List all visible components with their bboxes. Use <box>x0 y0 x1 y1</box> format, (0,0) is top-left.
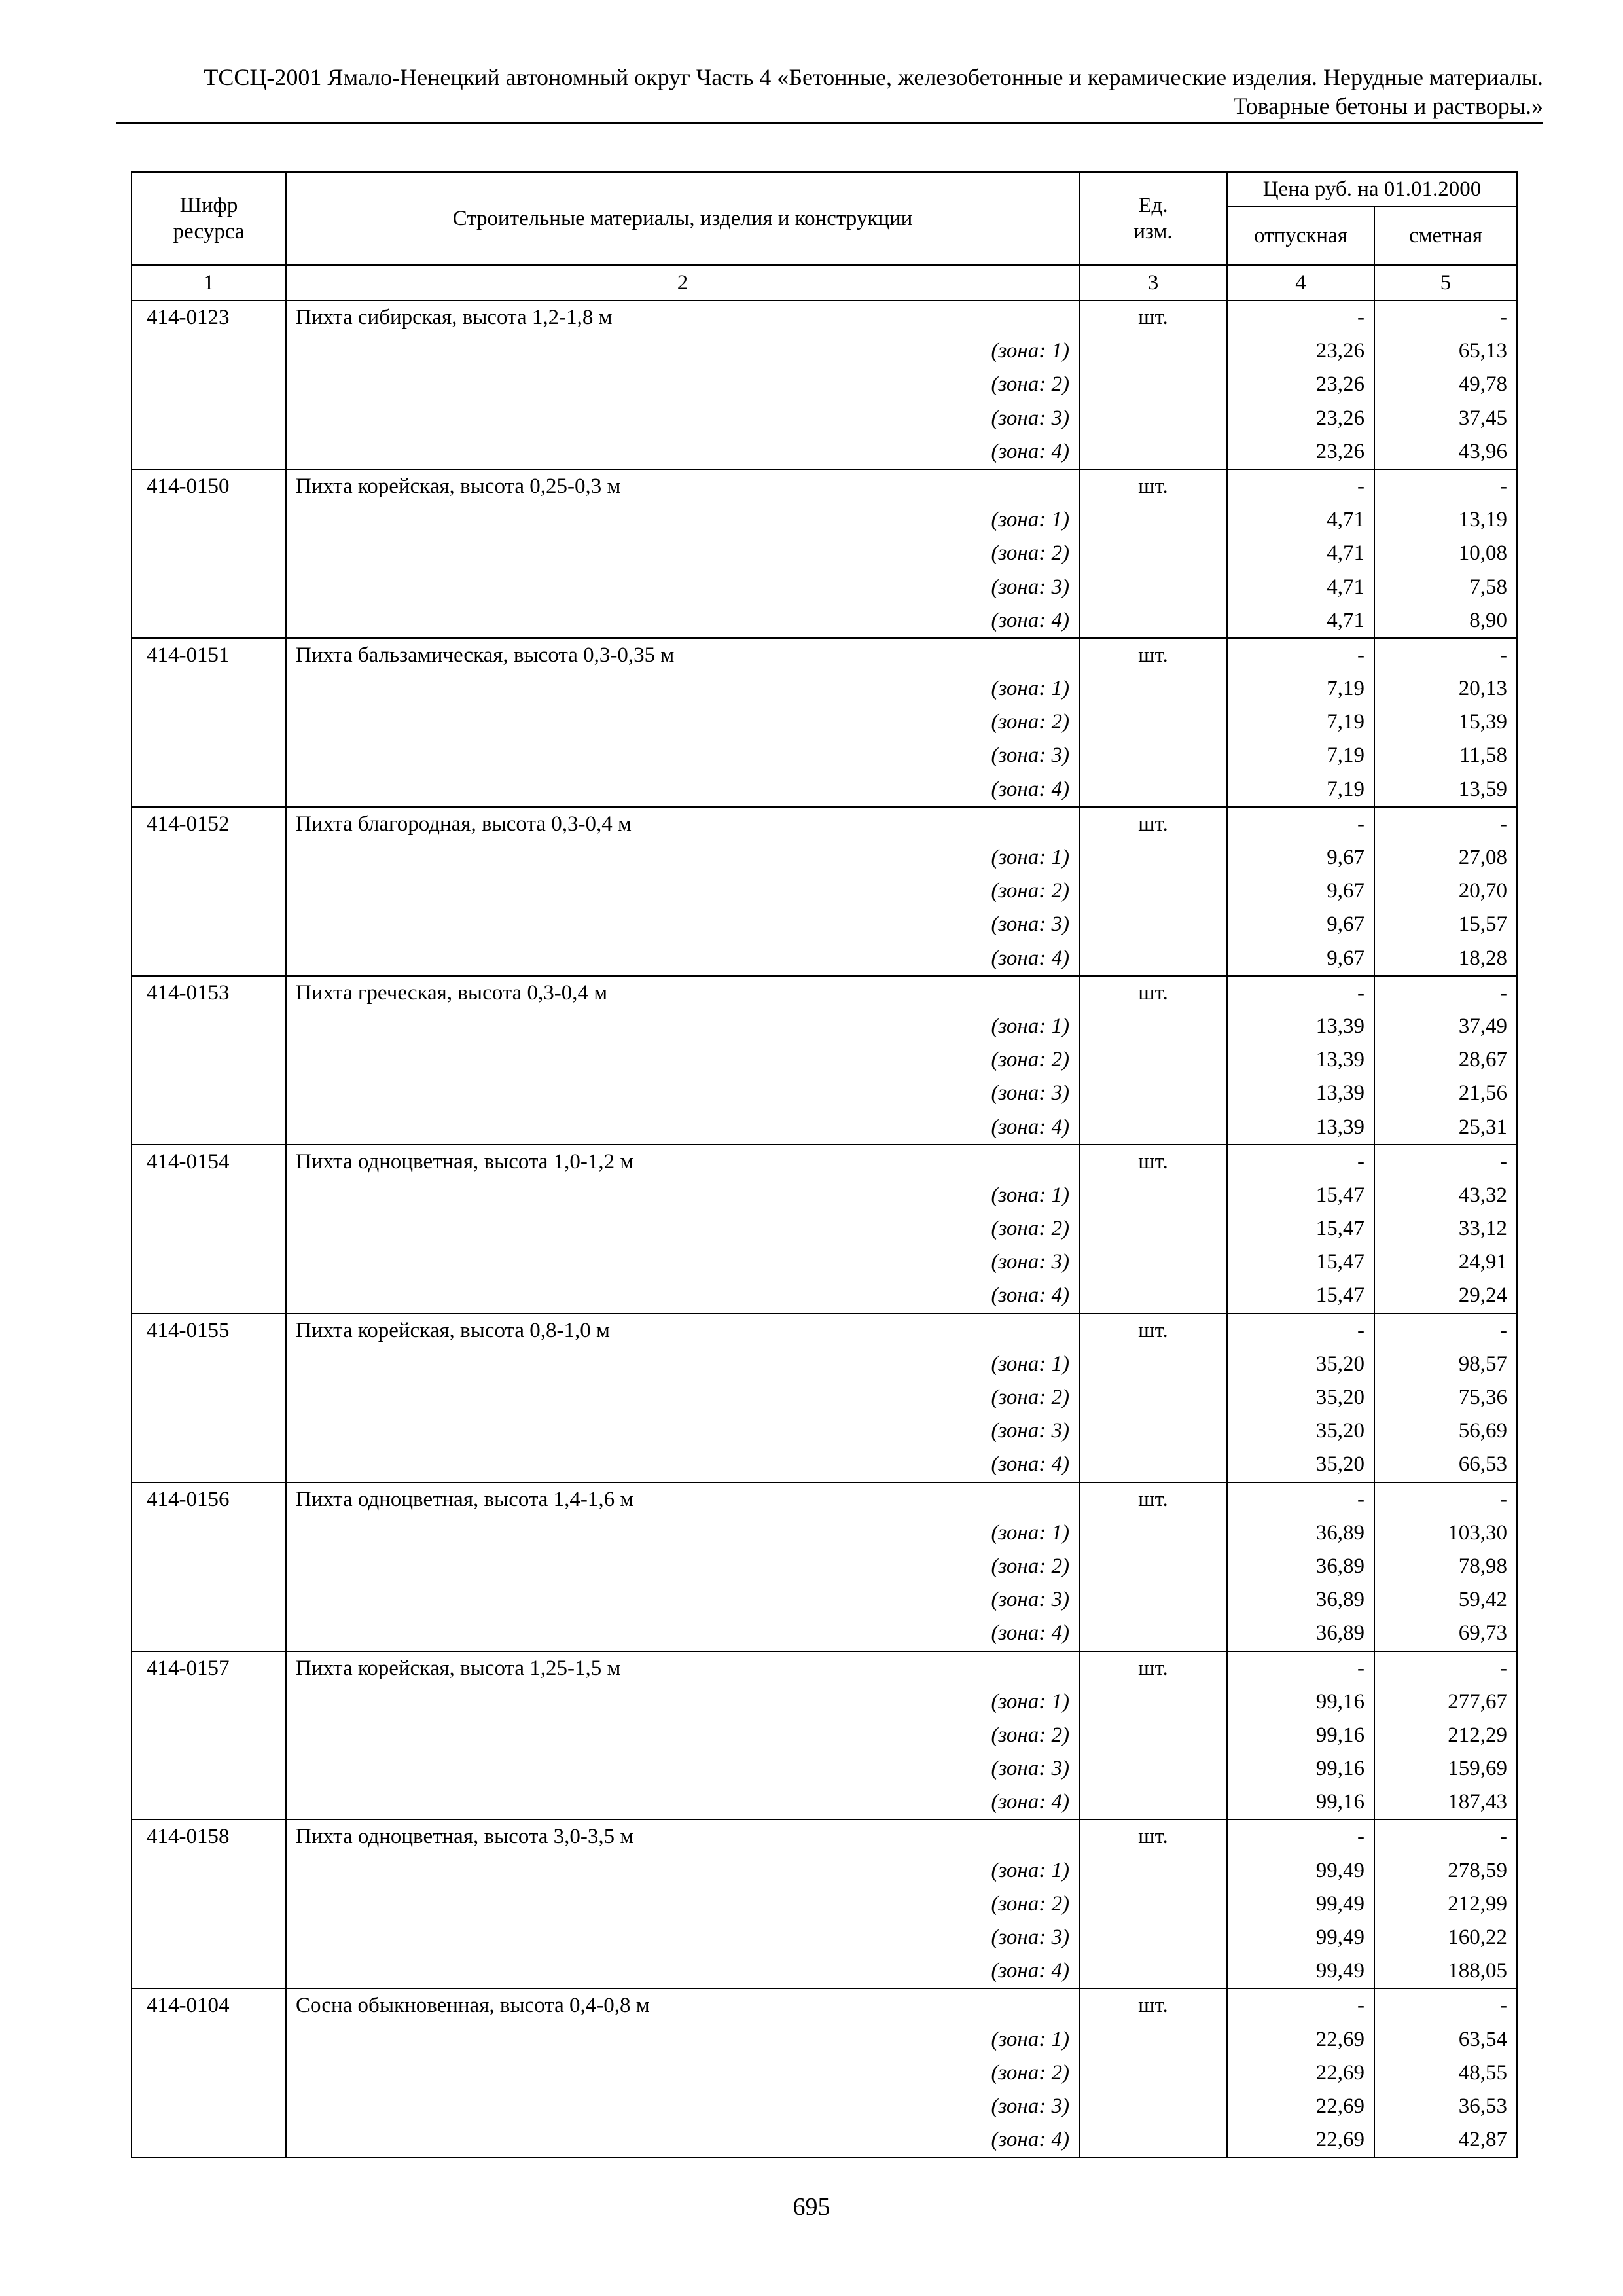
zone-label: (зона: 2) <box>991 1723 1069 1747</box>
resource-code: 414-0152 <box>147 812 230 836</box>
zone-release-price: 36,89 <box>1315 1554 1364 1578</box>
zone-estimate-price: 13,59 <box>1458 777 1508 801</box>
unit-cell <box>1079 1820 1227 1988</box>
resource-code: 414-0157 <box>147 1656 230 1680</box>
table-row <box>132 300 1517 469</box>
zone-estimate-price: 49,78 <box>1458 372 1508 397</box>
estimate-price: - <box>1500 306 1508 329</box>
header-name: Строительные материалы, изделия и конструкции <box>286 172 1079 265</box>
zone-estimate-price: 66,53 <box>1458 1452 1508 1477</box>
zone-release-price: 7,19 <box>1327 744 1364 768</box>
release-price: - <box>1357 980 1364 1005</box>
zone-estimate-price: 36,53 <box>1458 2094 1508 2118</box>
resource-code-cell <box>132 1145 286 1314</box>
zone-label: (зона: 4) <box>991 1452 1069 1477</box>
column-number: 3 <box>1079 265 1227 300</box>
zone-release-price: 23,26 <box>1315 372 1364 397</box>
zone-label: (зона: 2) <box>991 1386 1069 1409</box>
estimate-price: - <box>1500 812 1508 836</box>
unit-value: шт. <box>1138 306 1168 329</box>
zone-estimate-price: 37,49 <box>1458 1014 1508 1038</box>
zone-label: (зона: 3) <box>991 1419 1069 1443</box>
zone-estimate-price: 187,43 <box>1448 1790 1508 1814</box>
estimate-price: - <box>1500 1487 1508 1511</box>
zone-label: (зона: 4) <box>991 608 1069 632</box>
material-name-cell <box>286 1482 1079 1651</box>
table-row <box>132 638 1517 807</box>
zone-release-price: 7,19 <box>1327 710 1364 734</box>
zone-estimate-price: 48,55 <box>1458 2060 1508 2085</box>
release-price: - <box>1357 306 1364 329</box>
resource-code-cell <box>132 1988 286 2157</box>
resource-code: 414-0155 <box>147 1318 230 1342</box>
zone-estimate-price: 7,58 <box>1469 575 1508 599</box>
unit-value: шт. <box>1138 474 1168 498</box>
header-release-price: отпускная <box>1227 206 1374 265</box>
release-price-cell <box>1227 1988 1374 2157</box>
zone-estimate-price: 13,19 <box>1458 508 1508 532</box>
zone-estimate-price: 15,39 <box>1458 710 1508 734</box>
zone-release-price: 13,39 <box>1315 1081 1364 1105</box>
estimate-price-cell <box>1374 1651 1517 1820</box>
estimate-price-cell <box>1374 1145 1517 1314</box>
unit-value: шт. <box>1138 1994 1168 2018</box>
zone-label: (зона: 1) <box>991 339 1069 363</box>
zone-label: (зона: 4) <box>991 439 1069 463</box>
unit-cell <box>1079 1988 1227 2157</box>
unit-value: шт. <box>1138 1149 1168 1174</box>
unit-cell <box>1079 638 1227 807</box>
zone-estimate-price: 188,05 <box>1448 1959 1508 1983</box>
zone-release-price: 13,39 <box>1315 1115 1364 1139</box>
zone-label: (зона: 1) <box>991 2027 1069 2051</box>
zone-release-price: 13,39 <box>1315 1048 1364 1072</box>
material-name-cell <box>286 1314 1079 1482</box>
zone-release-price: 4,71 <box>1327 575 1364 599</box>
zone-label: (зона: 4) <box>991 777 1069 801</box>
zone-label: (зона: 4) <box>991 1959 1069 1983</box>
release-price: - <box>1357 1487 1364 1511</box>
table-row <box>132 1651 1517 1820</box>
zone-release-price: 36,89 <box>1315 1520 1364 1545</box>
unit-value: шт. <box>1138 643 1168 667</box>
estimate-price: - <box>1500 980 1508 1005</box>
zone-label: (зона: 4) <box>991 1790 1069 1814</box>
table-row <box>132 1820 1517 1988</box>
zone-release-price: 7,19 <box>1327 677 1364 701</box>
material-name-cell <box>286 807 1079 976</box>
zone-label: (зона: 2) <box>991 1048 1069 1072</box>
material-name: Пихта бальзамическая, высота 0,3-0,35 м <box>296 643 675 667</box>
estimate-price: - <box>1500 1656 1508 1680</box>
zone-release-price: 22,69 <box>1315 2128 1364 2152</box>
estimate-price-cell <box>1374 1820 1517 1988</box>
column-number: 2 <box>286 265 1079 300</box>
resource-code-cell <box>132 638 286 807</box>
zone-release-price: 23,26 <box>1315 339 1364 363</box>
zone-release-price: 15,47 <box>1315 1283 1364 1308</box>
unit-value: шт. <box>1138 1825 1168 1849</box>
header-unit-line-2: изм. <box>1133 220 1173 243</box>
zone-release-price: 22,69 <box>1315 2094 1364 2118</box>
zone-release-price: 35,20 <box>1315 1352 1364 1376</box>
zone-release-price: 99,16 <box>1315 1790 1364 1814</box>
release-price: - <box>1357 643 1364 667</box>
zone-label: (зона: 3) <box>991 1081 1069 1105</box>
estimate-price-cell <box>1374 1482 1517 1651</box>
zone-estimate-price: 103,30 <box>1448 1520 1508 1545</box>
zone-release-price: 22,69 <box>1315 2060 1364 2085</box>
zone-release-price: 35,20 <box>1315 1386 1364 1409</box>
resource-code-cell <box>132 300 286 469</box>
zone-label: (зона: 3) <box>991 1926 1069 1949</box>
zone-label: (зона: 1) <box>991 508 1069 532</box>
page-number: 695 <box>793 2193 830 2221</box>
zone-release-price: 4,71 <box>1327 508 1364 532</box>
estimate-price-cell <box>1374 1314 1517 1482</box>
zone-estimate-price: 24,91 <box>1458 1250 1508 1274</box>
material-name: Пихта одноцветная, высота 1,4-1,6 м <box>296 1487 634 1511</box>
header-code <box>132 172 286 265</box>
zone-release-price: 13,39 <box>1315 1014 1364 1038</box>
release-price: - <box>1357 1994 1364 2018</box>
zone-release-price: 99,16 <box>1315 1723 1364 1747</box>
zone-estimate-price: 37,45 <box>1458 406 1508 430</box>
material-name-cell <box>286 1145 1079 1314</box>
zone-estimate-price: 277,67 <box>1448 1689 1508 1713</box>
zone-release-price: 9,67 <box>1327 846 1364 869</box>
zone-label: (зона: 3) <box>991 406 1069 430</box>
resource-code: 414-0153 <box>147 980 230 1005</box>
material-name-cell <box>286 1820 1079 1988</box>
release-price-cell <box>1227 1314 1374 1482</box>
resource-code-cell <box>132 469 286 638</box>
release-price: - <box>1357 474 1364 498</box>
unit-value: шт. <box>1138 1318 1168 1342</box>
zone-label: (зона: 4) <box>991 1115 1069 1139</box>
resource-code: 414-0104 <box>147 1994 230 2018</box>
material-name: Пихта одноцветная, высота 1,0-1,2 м <box>296 1149 634 1174</box>
material-name-cell <box>286 1988 1079 2157</box>
table-row <box>132 1314 1517 1482</box>
estimate-price-cell <box>1374 300 1517 469</box>
zone-estimate-price: 20,13 <box>1458 677 1508 701</box>
zone-label: (зона: 2) <box>991 541 1069 565</box>
zone-release-price: 99,16 <box>1315 1757 1364 1781</box>
material-name-cell <box>286 469 1079 638</box>
zone-estimate-price: 20,70 <box>1458 879 1508 903</box>
zone-estimate-price: 25,31 <box>1458 1115 1508 1139</box>
resource-code: 414-0123 <box>147 306 230 329</box>
resource-code: 414-0151 <box>147 643 230 667</box>
resource-code-cell <box>132 1820 286 1988</box>
release-price-cell <box>1227 976 1374 1145</box>
zone-label: (зона: 1) <box>991 1352 1069 1376</box>
zone-label: (зона: 3) <box>991 912 1069 937</box>
unit-cell <box>1079 1145 1227 1314</box>
zone-release-price: 4,71 <box>1327 608 1364 632</box>
release-price-cell <box>1227 1482 1374 1651</box>
zone-estimate-price: 278,59 <box>1448 1858 1508 1882</box>
zone-release-price: 23,26 <box>1315 406 1364 430</box>
column-number: 1 <box>132 265 286 300</box>
zone-release-price: 99,49 <box>1315 1892 1364 1916</box>
zone-estimate-price: 43,96 <box>1458 439 1508 463</box>
zone-release-price: 9,67 <box>1327 912 1364 937</box>
zone-release-price: 15,47 <box>1315 1250 1364 1274</box>
zone-release-price: 35,20 <box>1315 1452 1364 1477</box>
table-row <box>132 976 1517 1145</box>
resource-code-cell <box>132 976 286 1145</box>
unit-value: шт. <box>1138 1487 1168 1511</box>
zone-label: (зона: 3) <box>991 1588 1069 1612</box>
zone-label: (зона: 4) <box>991 1621 1069 1645</box>
zone-estimate-price: 27,08 <box>1458 846 1508 869</box>
zone-release-price: 9,67 <box>1327 879 1364 903</box>
release-price-cell <box>1227 1145 1374 1314</box>
zone-estimate-price: 8,90 <box>1469 608 1508 632</box>
material-name-cell <box>286 638 1079 807</box>
estimate-price: - <box>1500 1149 1508 1174</box>
unit-cell <box>1079 1482 1227 1651</box>
zone-estimate-price: 43,32 <box>1458 1183 1508 1207</box>
unit-cell <box>1079 976 1227 1145</box>
zone-estimate-price: 212,29 <box>1448 1723 1508 1747</box>
zone-label: (зона: 1) <box>991 677 1069 701</box>
zone-release-price: 15,47 <box>1315 1183 1364 1207</box>
header-price: Цена руб. на 01.01.2000 <box>1227 172 1517 206</box>
column-number-row <box>132 265 1517 300</box>
estimate-price-cell <box>1374 469 1517 638</box>
zone-estimate-price: 29,24 <box>1458 1283 1508 1308</box>
zone-release-price: 7,19 <box>1327 777 1364 801</box>
unit-cell <box>1079 469 1227 638</box>
zone-estimate-price: 59,42 <box>1458 1588 1508 1612</box>
zone-release-price: 99,49 <box>1315 1926 1364 1949</box>
resource-code: 414-0150 <box>147 474 230 498</box>
zone-label: (зона: 2) <box>991 2060 1069 2085</box>
price-table <box>131 171 1518 2158</box>
zone-estimate-price: 98,57 <box>1458 1352 1508 1376</box>
zone-estimate-price: 159,69 <box>1448 1757 1508 1781</box>
zone-estimate-price: 65,13 <box>1458 339 1508 363</box>
release-price: - <box>1357 1318 1364 1342</box>
estimate-price: - <box>1500 474 1508 498</box>
zone-estimate-price: 160,22 <box>1448 1926 1508 1949</box>
zone-estimate-price: 212,99 <box>1448 1892 1508 1916</box>
zone-estimate-price: 33,12 <box>1458 1217 1508 1241</box>
table-row <box>132 807 1517 976</box>
release-price: - <box>1357 1656 1364 1680</box>
material-name-cell <box>286 976 1079 1145</box>
resource-code: 414-0154 <box>147 1149 230 1174</box>
zone-estimate-price: 69,73 <box>1458 1621 1508 1645</box>
release-price-cell <box>1227 469 1374 638</box>
material-name: Пихта одноцветная, высота 3,0-3,5 м <box>296 1825 634 1849</box>
estimate-price: - <box>1500 643 1508 667</box>
unit-cell <box>1079 300 1227 469</box>
material-name: Пихта греческая, высота 0,3-0,4 м <box>296 980 608 1005</box>
header-rule <box>116 122 1543 124</box>
resource-code-cell <box>132 1314 286 1482</box>
release-price-cell <box>1227 807 1374 976</box>
zone-release-price: 99,49 <box>1315 1959 1364 1983</box>
resource-code-cell <box>132 1482 286 1651</box>
header-code-line-1: Шифр <box>179 194 238 217</box>
material-name-cell <box>286 1651 1079 1820</box>
estimate-price: - <box>1500 1994 1508 2018</box>
resource-code: 414-0156 <box>147 1487 230 1511</box>
zone-estimate-price: 75,36 <box>1458 1386 1508 1409</box>
unit-value: шт. <box>1138 980 1168 1005</box>
zone-estimate-price: 63,54 <box>1458 2027 1508 2051</box>
zone-estimate-price: 10,08 <box>1458 541 1508 565</box>
zone-label: (зона: 1) <box>991 846 1069 869</box>
zone-estimate-price: 56,69 <box>1458 1419 1508 1443</box>
zone-label: (зона: 1) <box>991 1183 1069 1207</box>
resource-code-cell <box>132 1651 286 1820</box>
estimate-price-cell <box>1374 1988 1517 2157</box>
header-line-1: ТССЦ-2001 Ямало-Ненецкий автономный округ Часть 4 «Бетонные, железобетонные и керамические изделия. Нерудные материалы. <box>204 64 1543 90</box>
zone-estimate-price: 42,87 <box>1458 2128 1508 2152</box>
material-name: Пихта сибирская, высота 1,2-1,8 м <box>296 306 613 329</box>
zone-estimate-price: 78,98 <box>1458 1554 1508 1578</box>
document-header <box>116 63 1543 120</box>
zone-release-price: 99,49 <box>1315 1858 1364 1882</box>
zone-label: (зона: 2) <box>991 710 1069 734</box>
table-row <box>132 1988 1517 2157</box>
zone-label: (зона: 4) <box>991 1283 1069 1308</box>
column-number: 5 <box>1374 265 1517 300</box>
zone-estimate-price: 21,56 <box>1458 1081 1508 1105</box>
release-price-cell <box>1227 638 1374 807</box>
estimate-price-cell <box>1374 807 1517 976</box>
header-code-line-2: ресурса <box>173 220 245 243</box>
zone-release-price: 36,89 <box>1315 1588 1364 1612</box>
header-unit-line-1: Ед. <box>1138 194 1168 217</box>
table-row <box>132 1145 1517 1314</box>
unit-value: шт. <box>1138 1656 1168 1680</box>
header-estimate-price: сметная <box>1374 206 1517 265</box>
zone-estimate-price: 15,57 <box>1458 912 1508 937</box>
zone-release-price: 9,67 <box>1327 946 1364 970</box>
material-name: Пихта корейская, высота 0,8-1,0 м <box>296 1318 610 1342</box>
zone-estimate-price: 11,58 <box>1459 744 1508 768</box>
release-price-cell <box>1227 1651 1374 1820</box>
material-name: Сосна обыкновенная, высота 0,4-0,8 м <box>296 1994 650 2018</box>
table-row <box>132 1482 1517 1651</box>
material-name: Пихта благородная, высота 0,3-0,4 м <box>296 812 632 836</box>
column-number: 4 <box>1227 265 1374 300</box>
zone-release-price: 36,89 <box>1315 1621 1364 1645</box>
header-line-2: Товарные бетоны и растворы.» <box>1233 93 1543 119</box>
estimate-price: - <box>1500 1318 1508 1342</box>
material-name-cell <box>286 300 1079 469</box>
material-name: Пихта корейская, высота 0,25-0,3 м <box>296 474 621 498</box>
zone-label: (зона: 1) <box>991 1014 1069 1038</box>
zone-release-price: 99,16 <box>1315 1689 1364 1713</box>
zone-release-price: 4,71 <box>1327 541 1364 565</box>
zone-release-price: 35,20 <box>1315 1419 1364 1443</box>
zone-label: (зона: 1) <box>991 1689 1069 1713</box>
table-body <box>132 300 1517 2157</box>
zone-label: (зона: 2) <box>991 1217 1069 1241</box>
release-price: - <box>1357 1825 1364 1849</box>
estimate-price-cell <box>1374 638 1517 807</box>
release-price: - <box>1357 1149 1364 1174</box>
zone-label: (зона: 1) <box>991 1520 1069 1545</box>
unit-cell <box>1079 807 1227 976</box>
release-price-cell <box>1227 300 1374 469</box>
header-unit <box>1079 172 1227 265</box>
material-name: Пихта корейская, высота 1,25-1,5 м <box>296 1656 621 1680</box>
zone-release-price: 15,47 <box>1315 1217 1364 1241</box>
zone-label: (зона: 3) <box>991 2094 1069 2118</box>
resource-code: 414-0158 <box>147 1825 230 1849</box>
zone-label: (зона: 2) <box>991 879 1069 903</box>
zone-label: (зона: 3) <box>991 1250 1069 1274</box>
zone-label: (зона: 3) <box>991 1757 1069 1781</box>
table-header-row <box>132 172 1517 206</box>
zone-label: (зона: 3) <box>991 575 1069 599</box>
zone-label: (зона: 2) <box>991 1892 1069 1916</box>
zone-estimate-price: 18,28 <box>1458 946 1508 970</box>
release-price-cell <box>1227 1820 1374 1988</box>
estimate-price: - <box>1500 1825 1508 1849</box>
zone-estimate-price: 28,67 <box>1458 1048 1508 1072</box>
resource-code-cell <box>132 807 286 976</box>
unit-value: шт. <box>1138 812 1168 836</box>
zone-label: (зона: 4) <box>991 2128 1069 2152</box>
release-price: - <box>1357 812 1364 836</box>
zone-release-price: 22,69 <box>1315 2027 1364 2051</box>
zone-label: (зона: 1) <box>991 1858 1069 1882</box>
table-row <box>132 469 1517 638</box>
zone-label: (зона: 4) <box>991 946 1069 970</box>
estimate-price-cell <box>1374 976 1517 1145</box>
zone-label: (зона: 2) <box>991 1554 1069 1578</box>
zone-release-price: 23,26 <box>1315 439 1364 463</box>
unit-cell <box>1079 1651 1227 1820</box>
zone-label: (зона: 2) <box>991 372 1069 397</box>
unit-cell <box>1079 1314 1227 1482</box>
zone-label: (зона: 3) <box>991 744 1069 768</box>
